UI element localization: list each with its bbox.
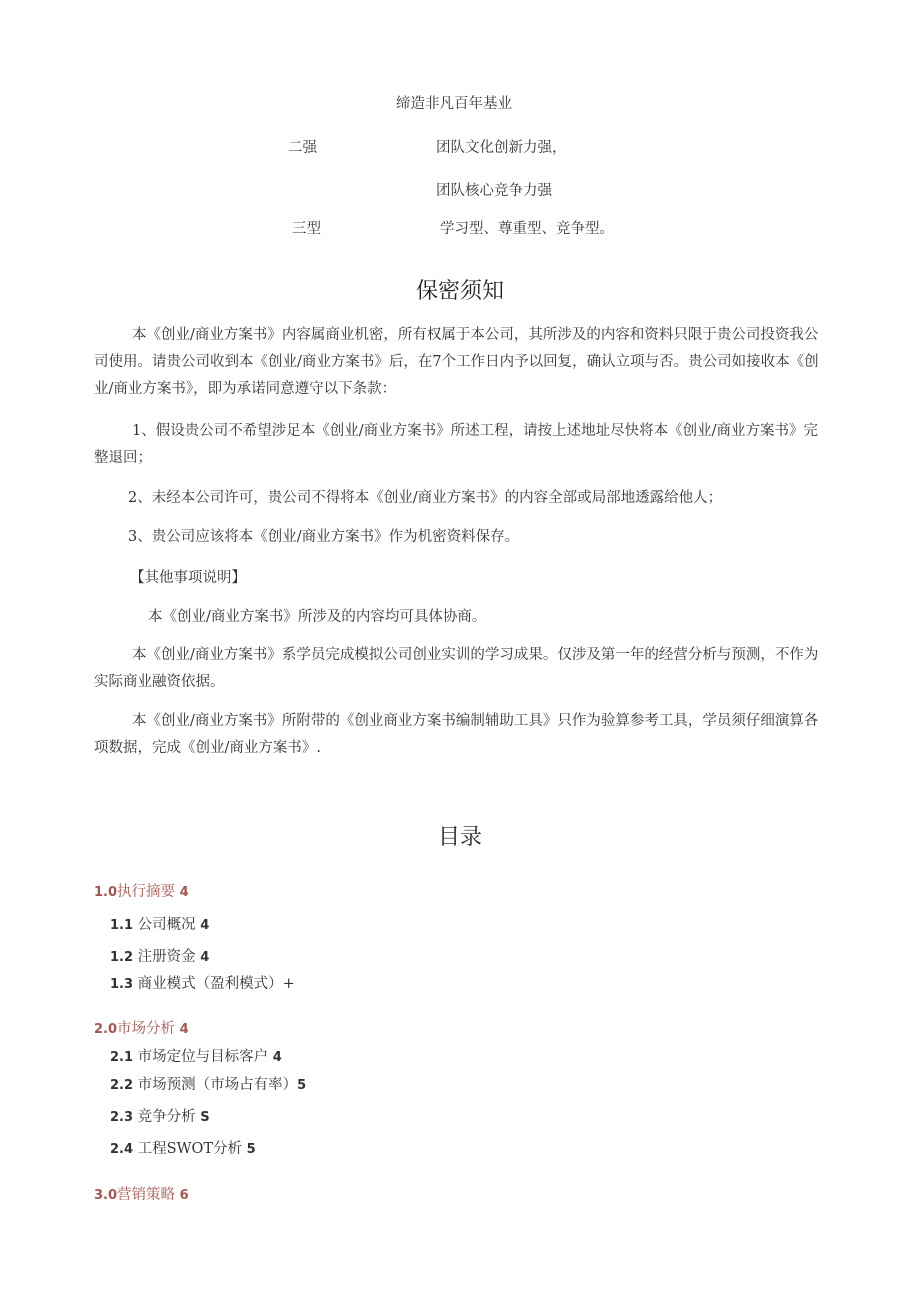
toc-number: 2.0 (94, 1022, 118, 1037)
toc-entry-2-3[interactable] (110, 1105, 210, 1126)
two-strong-label: 二强 (288, 140, 317, 156)
toc-number: 1.0 (94, 885, 118, 900)
toc-number: 3.0 (94, 1188, 118, 1203)
toc-page: 4 (179, 1022, 189, 1037)
toc-entry-2-2[interactable] (110, 1073, 306, 1094)
toc-page: 5 (297, 1078, 307, 1093)
other-heading: 【其他事项说明】 (130, 570, 246, 586)
toc-text: 竞争分析 (137, 1109, 196, 1125)
clause-item: 3、贵公司应该将本《创业/商业方案书》作为机密资料保存。 (128, 529, 520, 545)
toc-entry-1-3[interactable] (110, 972, 295, 993)
toc-entry-1[interactable] (94, 880, 189, 901)
toc-page: S (200, 1110, 210, 1125)
toc-text: 工程SWOT分析 (137, 1141, 243, 1157)
confidential-intro: 本《创业/商业方案书》内容属商业机密，所有权属于本公司，其所涉及的内容和资料只限于贵公司投资我公司使用。请贵公司收到本《创业/商业方案书》后，在7个工作日内予以回复，确认立项与否。贵公司如接收本《创业/商业方案书》，即为承诺同意遵守以下条款： (94, 327, 819, 397)
toc-number: 2.3 (110, 1110, 134, 1125)
toc-page: 6 (179, 1188, 189, 1203)
toc-number: 1.3 (110, 977, 134, 992)
other-note: 本《创业/商业方案书》所涉及的内容均可具体协商。 (148, 609, 487, 625)
toc-text: 市场预测（市场占有率） (137, 1077, 298, 1093)
toc-text: 公司概况 (137, 917, 196, 933)
toc-text: 市场分析 (117, 1021, 176, 1037)
toc-page: 4 (272, 1050, 282, 1065)
toc-number: 1.2 (110, 950, 134, 965)
toc-entry-1-1[interactable] (110, 913, 209, 934)
toc-text: 商业模式（盈利模式） (137, 976, 283, 992)
toc-page: + (282, 976, 295, 992)
two-strong-item: 团队文化创新力强， (436, 140, 567, 156)
toc-page: 4 (179, 885, 189, 900)
toc-title: 目录 (437, 825, 482, 850)
toc-entry-3[interactable] (94, 1183, 189, 1204)
toc-entry-2-4[interactable] (110, 1137, 256, 1158)
toc-text: 市场定位与目标客户 (137, 1049, 269, 1065)
other-note: 本《创业/商业方案书》所附带的《创业商业方案书编制辅助工具》只作为验算参考工具，学员须仔细演算各项数据，完成《创业/商业方案书》. (94, 713, 819, 756)
toc-text: 营销策略 (117, 1187, 176, 1203)
toc-entry-1-2[interactable] (110, 945, 209, 966)
toc-entry-2-1[interactable] (110, 1045, 282, 1066)
toc-number: 2.2 (110, 1078, 134, 1093)
toc-text: 执行摘要 (117, 884, 176, 900)
three-type-label: 三型 (292, 221, 321, 237)
toc-number: 2.4 (110, 1142, 134, 1157)
clause-item: 1、假设贵公司不希望涉足本《创业/商业方案书》所述工程，请按上述地址尽快将本《创业/商业方案书》完整退回； (94, 423, 818, 466)
toc-number: 2.1 (110, 1050, 134, 1065)
toc-page: 5 (246, 1142, 256, 1157)
toc-text: 注册资金 (137, 949, 196, 965)
three-type-text: 学习型、尊重型、竞争型。 (440, 221, 614, 237)
two-strong-item: 团队核心竞争力强 (436, 183, 552, 199)
other-note: 本《创业/商业方案书》系学员完成模拟公司创业实训的学习成果。仅涉及第一年的经营分析与预测，不作为实际商业融资依据。 (94, 647, 819, 690)
toc-page: 4 (200, 918, 210, 933)
confidential-title: 保密须知 (415, 279, 504, 304)
motto-line: 缔造非凡百年基业 (396, 96, 512, 112)
toc-number: 1.1 (110, 918, 134, 933)
clause-item: 2、未经本公司许可，贵公司不得将本《创业/商业方案书》的内容全部或局部地透露给他人； (128, 490, 723, 506)
toc-entry-2[interactable] (94, 1017, 189, 1038)
toc-page: 4 (200, 950, 210, 965)
